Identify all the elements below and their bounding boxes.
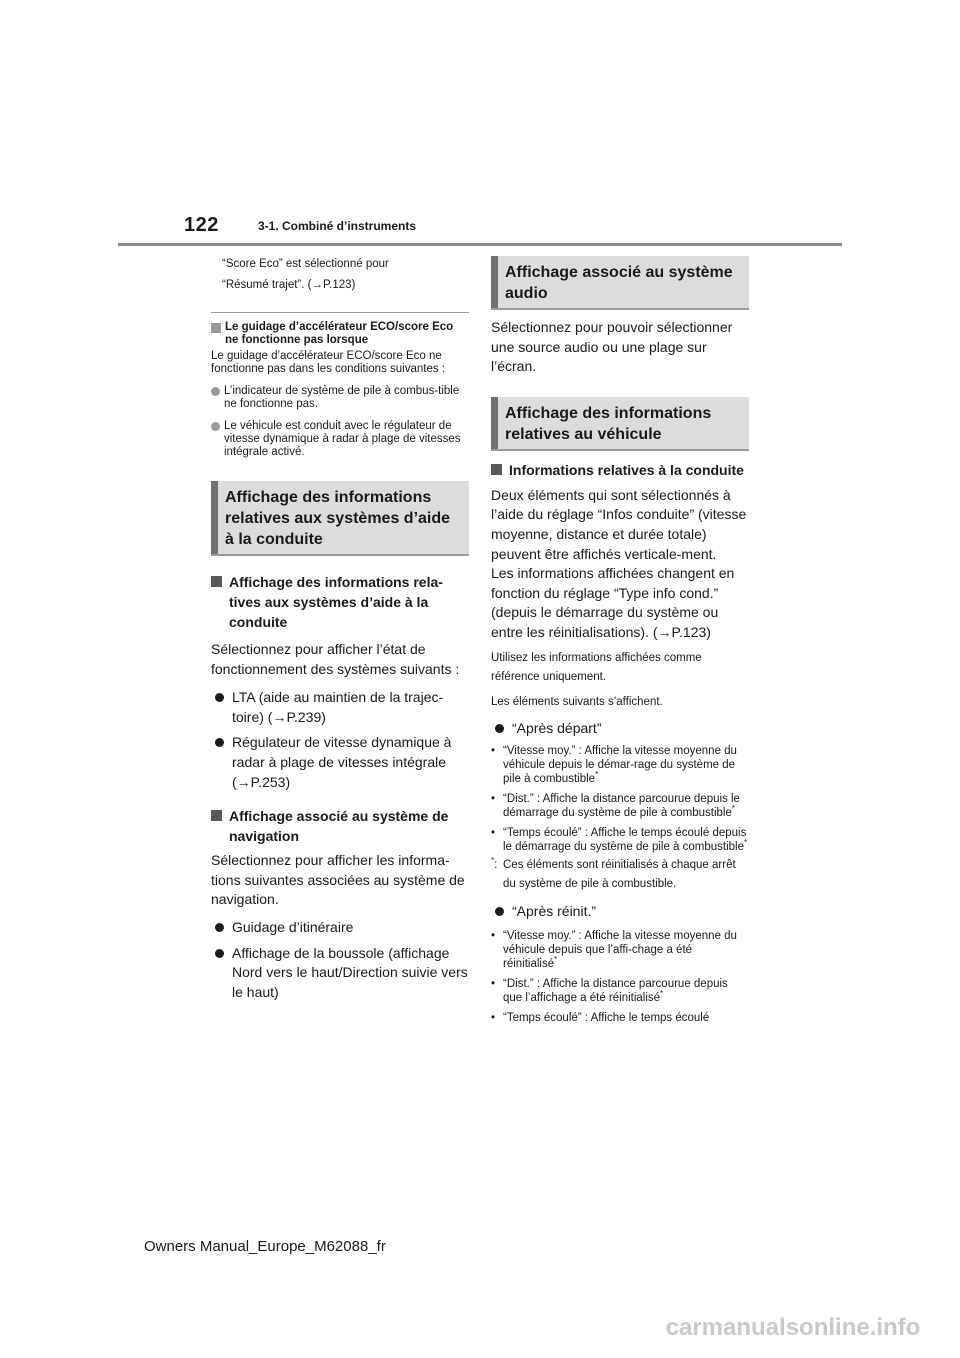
footnote-marker: *: [595, 770, 599, 780]
list-item: [491, 719, 749, 739]
round-bullet-icon: [495, 724, 504, 733]
round-bullet-icon: [215, 693, 224, 702]
sub-list-item-text: [503, 929, 749, 971]
square-bullet-icon: [491, 464, 502, 475]
square-bullet-icon: [211, 323, 221, 333]
footnote-marker: *: [554, 954, 558, 964]
sub-list-item-text: [503, 977, 749, 1005]
paragraph: Sélectionnez pour afficher l’état de fonctionnement des systèmes suivants :: [211, 641, 460, 677]
note-bullet-text: L’indicateur de système de pile à combus-tible ne fonctionne pas.: [224, 385, 460, 410]
footer-manual-id: Owners Manual_Europe_M62088_fr: [144, 1238, 386, 1255]
sub-list-item-text: “Temps écoulé” : Affiche le temps écoulé: [503, 1011, 710, 1024]
round-bullet-icon: [215, 738, 224, 747]
sub-list-item: [491, 744, 749, 786]
page-header: [0, 0, 960, 250]
left-column: [211, 250, 469, 1002]
section-heading-text: Affichage des informations relatives aux systèmes d’aide à la conduite: [225, 489, 451, 548]
square-bullet-icon: [211, 576, 222, 587]
round-bullet-icon: [211, 387, 220, 396]
sub-heading-driving-assist: [211, 572, 469, 632]
list-item: [211, 688, 469, 727]
heading-underline: [491, 449, 749, 451]
section-heading-text: Affichage associé au système audio: [505, 264, 733, 302]
square-bullet-icon: [211, 810, 222, 821]
list-item: [211, 944, 469, 1003]
dot-marker: •: [491, 793, 496, 806]
list-item-text: Affichage de la boussole (affichage Nord vers le haut/Direction suivie vers le haut): [232, 944, 468, 1000]
sub-list-item: [491, 929, 749, 971]
dot-marker: •: [491, 745, 496, 758]
dot-marker: •: [491, 1011, 496, 1024]
small-paragraph: Les éléments suivants s’affichent.: [491, 695, 663, 708]
heading-underline: [491, 308, 749, 310]
dot-marker: •: [491, 977, 496, 990]
note-text: Le guidage d’accélérateur ECO/score Eco ne fonctionne pas dans les conditions suivantes :: [211, 350, 445, 375]
sub-list-item-text: [503, 744, 749, 786]
sub-list-item-body: “Vitesse moy.” : Affiche la vitesse moyenne du véhicule depuis que l’affi-chage a été réinitialisé: [503, 929, 737, 970]
sub-list-item-body: “Dist.” : Affiche la distance parcourue depuis le démarrage du système de pile à combustible: [503, 793, 740, 820]
section-heading-driving-assist: [211, 481, 469, 556]
section-heading-vehicle-info: [491, 397, 749, 451]
sub-list-item-body: “Dist.” : Affiche la distance parcourue depuis que l’affichage a été réinitialisé: [503, 977, 728, 1004]
footnote-text: Ces éléments sont réinitialisés à chaque arrêt du système de pile à combustible.: [503, 859, 736, 891]
page-number: 122: [184, 214, 219, 236]
header-divider: [118, 243, 842, 246]
sub-list-item: [491, 792, 749, 820]
sub-heading-navigation: [211, 806, 469, 846]
paragraph: Deux éléments qui sont sélectionnés à l’aide du réglage “Infos conduite” (vitesse moyenne, distance et durée totale) peuvent être affichés verticale-ment.: [491, 486, 747, 562]
paragraph: Sélectionnez pour pouvoir sélectionner une source audio ou une plage sur l’écran.: [491, 319, 733, 375]
list-item: [491, 902, 749, 922]
sub-list-item: [491, 1011, 749, 1025]
intro-line-1: “Score Eco” est sélectionné pour: [222, 258, 389, 270]
footnote-marker: *: [744, 838, 748, 848]
list-item-text: Guidage d’itinéraire: [232, 918, 354, 935]
note-heading: [211, 321, 469, 347]
note-divider: [211, 312, 469, 313]
watermark-text: carmanualsonline.info: [665, 1314, 921, 1341]
paragraph: Sélectionnez pour afficher les informa-tions suivantes associées au système de navigation.: [211, 852, 465, 908]
sub-heading-text: Affichage associé au système de navigation: [229, 808, 449, 845]
watermark-logo: [638, 1307, 948, 1349]
round-bullet-icon: [495, 907, 504, 916]
round-bullet-icon: [215, 923, 224, 932]
intro-line-2: “Résumé trajet”. (→P.123): [222, 279, 356, 291]
note-bullet: [211, 385, 469, 411]
intro-note: [211, 250, 469, 296]
sub-list-item-body: “Vitesse moy.” : Affiche la vitesse moyenne du véhicule depuis le démar-rage du système de pile à combustible: [503, 745, 737, 786]
list-item-text: Régulateur de vitesse dynamique à radar à plage de vitesses intégrale (→P.253): [232, 734, 452, 790]
sub-heading-driving-info: [491, 460, 749, 480]
sub-list-item: [491, 826, 749, 854]
right-column: [491, 250, 749, 1025]
list-item-text: “Après départ”: [512, 719, 602, 736]
dot-marker: •: [491, 929, 496, 942]
list-item: [211, 918, 469, 938]
sub-heading-text: Affichage des informations rela-tives aux systèmes d’aide à la conduite: [229, 574, 443, 630]
section-heading-audio: [491, 256, 749, 310]
section-heading-text: Affichage des informations relatives au véhicule: [505, 404, 712, 443]
list-item-text: LTA (aide au maintien de la trajec-toire) (→P.239): [232, 689, 444, 725]
heading-underline: [211, 554, 469, 556]
round-bullet-icon: [215, 949, 224, 958]
dot-marker: •: [491, 827, 496, 840]
footnote-marker: *:: [491, 856, 498, 872]
round-bullet-icon: [211, 422, 220, 431]
footnote: [491, 856, 749, 894]
sub-list-item-text: [503, 792, 749, 820]
footnote-marker: *: [731, 804, 735, 814]
small-paragraph: Utilisez les informations affichées comme référence uniquement.: [491, 651, 702, 683]
list-item: [211, 733, 469, 792]
paragraph: Les informations affichées changent en fonction du réglage “Type info cond.” (depuis le démarrage du système ou entre les réinitialisations). (→P.123): [491, 565, 735, 640]
note-bullet: [211, 420, 469, 459]
section-title: 3-1. Combiné d’instruments: [258, 219, 417, 233]
sub-heading-text: Informations relatives à la conduite: [509, 461, 744, 478]
note-bullet-text: Le véhicule est conduit avec le régulateur de vitesse dynamique à radar à plage de vitesses intégrale activé.: [224, 420, 461, 458]
sub-list-item-body: “Temps écoulé” : Affiche le temps écoulé depuis le démarrage du système de pile à combustible: [503, 827, 747, 854]
sub-list-item: [491, 977, 749, 1005]
note-heading-text: Le guidage d’accélérateur ECO/score Eco ne fonctionne pas lorsque: [225, 321, 454, 346]
list-item-text: “Après réinit.”: [512, 903, 597, 920]
sub-list-item-text: [503, 826, 749, 854]
footnote-marker: *: [660, 988, 664, 998]
